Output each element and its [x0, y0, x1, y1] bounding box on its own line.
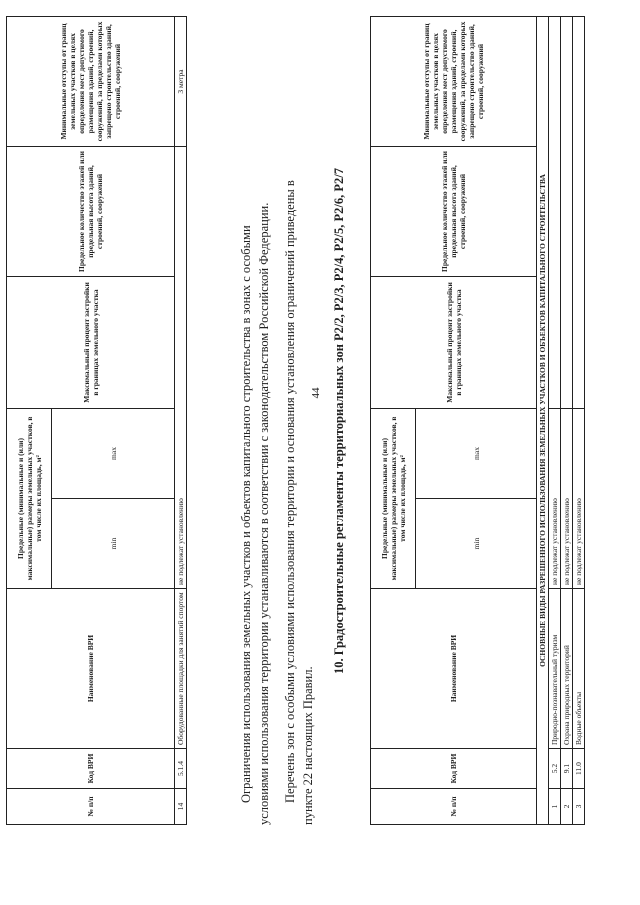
paragraph-zones-list-continued: пункте 22 настоящих Правил. [301, 666, 315, 825]
rotated-page-content [0, 10, 640, 890]
section-heading: 10. Градостроительные регламенты территориальных зон Р2/2, Р2/3, Р2/4, Р2/5, Р2/6, Р2/7 [332, 168, 346, 674]
header-sizes: Предельные (минимальные и (или) максимальные) размеры земельных участков, в том числе их площадь, м² [371, 408, 416, 588]
header-num: № п/п [371, 789, 537, 825]
header-max: max [416, 408, 537, 498]
row-code: 5.1.4 [175, 749, 187, 789]
table-row [561, 16, 573, 824]
row-value: не подлежат установлению [573, 408, 585, 588]
table-row [573, 16, 585, 824]
row-empty [549, 16, 561, 408]
header-setbacks: Минимальные отступы от границ земельных участков в целях определения мест допустимого размещения зданий, строений, сооружений, за пределами которых запрещено строительство зданий, строений, сооружений [371, 16, 537, 146]
header-name: Наименование ВРИ [371, 589, 537, 749]
row-value: не подлежат установлению [561, 408, 573, 588]
section-title-row [537, 16, 549, 824]
table-row [175, 16, 187, 824]
row-empty [573, 16, 585, 408]
regulations-table-2 [370, 16, 585, 825]
row-empty [561, 16, 573, 408]
header-code: Код ВРИ [371, 749, 537, 789]
header-setbacks: Минимальные отступы от границ земельных участков в целях определения мест допустимого размещения зданий, строений, сооружений, за пределами которых запрещено строительство зданий, строений, сооружений [7, 16, 175, 146]
paragraph-restrictions-continued: условиями использования территории устанавливаются в соответствии с законодательством Российской Федерации. [257, 202, 271, 825]
paragraph-zones-list: Перечень зон с особыми условиями использования территории и основания установления ограничений приведены в [283, 180, 297, 803]
row-num: 2 [561, 789, 573, 825]
page-number: 44 [310, 387, 322, 399]
header-percent: Максимальный процент застройки в границах земельного участка [7, 276, 175, 408]
header-code: Код ВРИ [7, 749, 175, 789]
header-max: max [52, 408, 175, 498]
row-value: не подлежат установлению [175, 146, 187, 588]
row-setback: 3 метра [175, 16, 187, 146]
row-name: Природно-познавательный туризм [549, 589, 561, 749]
row-code: 9.1 [561, 749, 573, 789]
row-num: 1 [549, 789, 561, 825]
row-name: Оборудованные площадки для занятий спортом [175, 589, 187, 749]
row-code: 5.2 [549, 749, 561, 789]
row-code: 11.0 [573, 749, 585, 789]
row-name: Охрана природных территорий [561, 589, 573, 749]
header-num: № п/п [7, 789, 175, 825]
header-floors: Предельное количество этажей или предельная высота зданий, строений, сооружений [7, 146, 175, 276]
header-name: Наименование ВРИ [7, 589, 175, 749]
table-header-row [371, 16, 416, 824]
header-percent: Максимальный процент застройки в границах земельного участка [371, 276, 537, 408]
regulations-table-1 [6, 16, 187, 825]
header-min: min [52, 499, 175, 589]
header-min: min [416, 499, 537, 589]
row-name: Водные объекты [573, 589, 585, 749]
section-title: ОСНОВНЫЕ ВИДЫ РАЗРЕШЕННОГО ИСПОЛЬЗОВАНИЯ ЗЕМЕЛЬНЫХ УЧАСТКОВ И ОБЪЕКТОВ КАПИТАЛЬНОГО СТРОИТЕЛЬСТВА [537, 16, 549, 824]
row-num: 14 [175, 789, 187, 825]
paragraph-restrictions: Ограничения использования земельных участков и объектов капитального строительства в зонах с особыми [239, 225, 253, 803]
table-header-row [7, 16, 52, 824]
table-row [549, 16, 561, 824]
header-floors: Предельное количество этажей или предельная высота зданий, строений, сооружений [371, 146, 537, 276]
header-sizes: Предельные (минимальные и (или) максимальные) размеры земельных участков, в том числе их площадь, м² [7, 408, 52, 588]
row-num: 3 [573, 789, 585, 825]
row-value: не подлежат установлению [549, 408, 561, 588]
